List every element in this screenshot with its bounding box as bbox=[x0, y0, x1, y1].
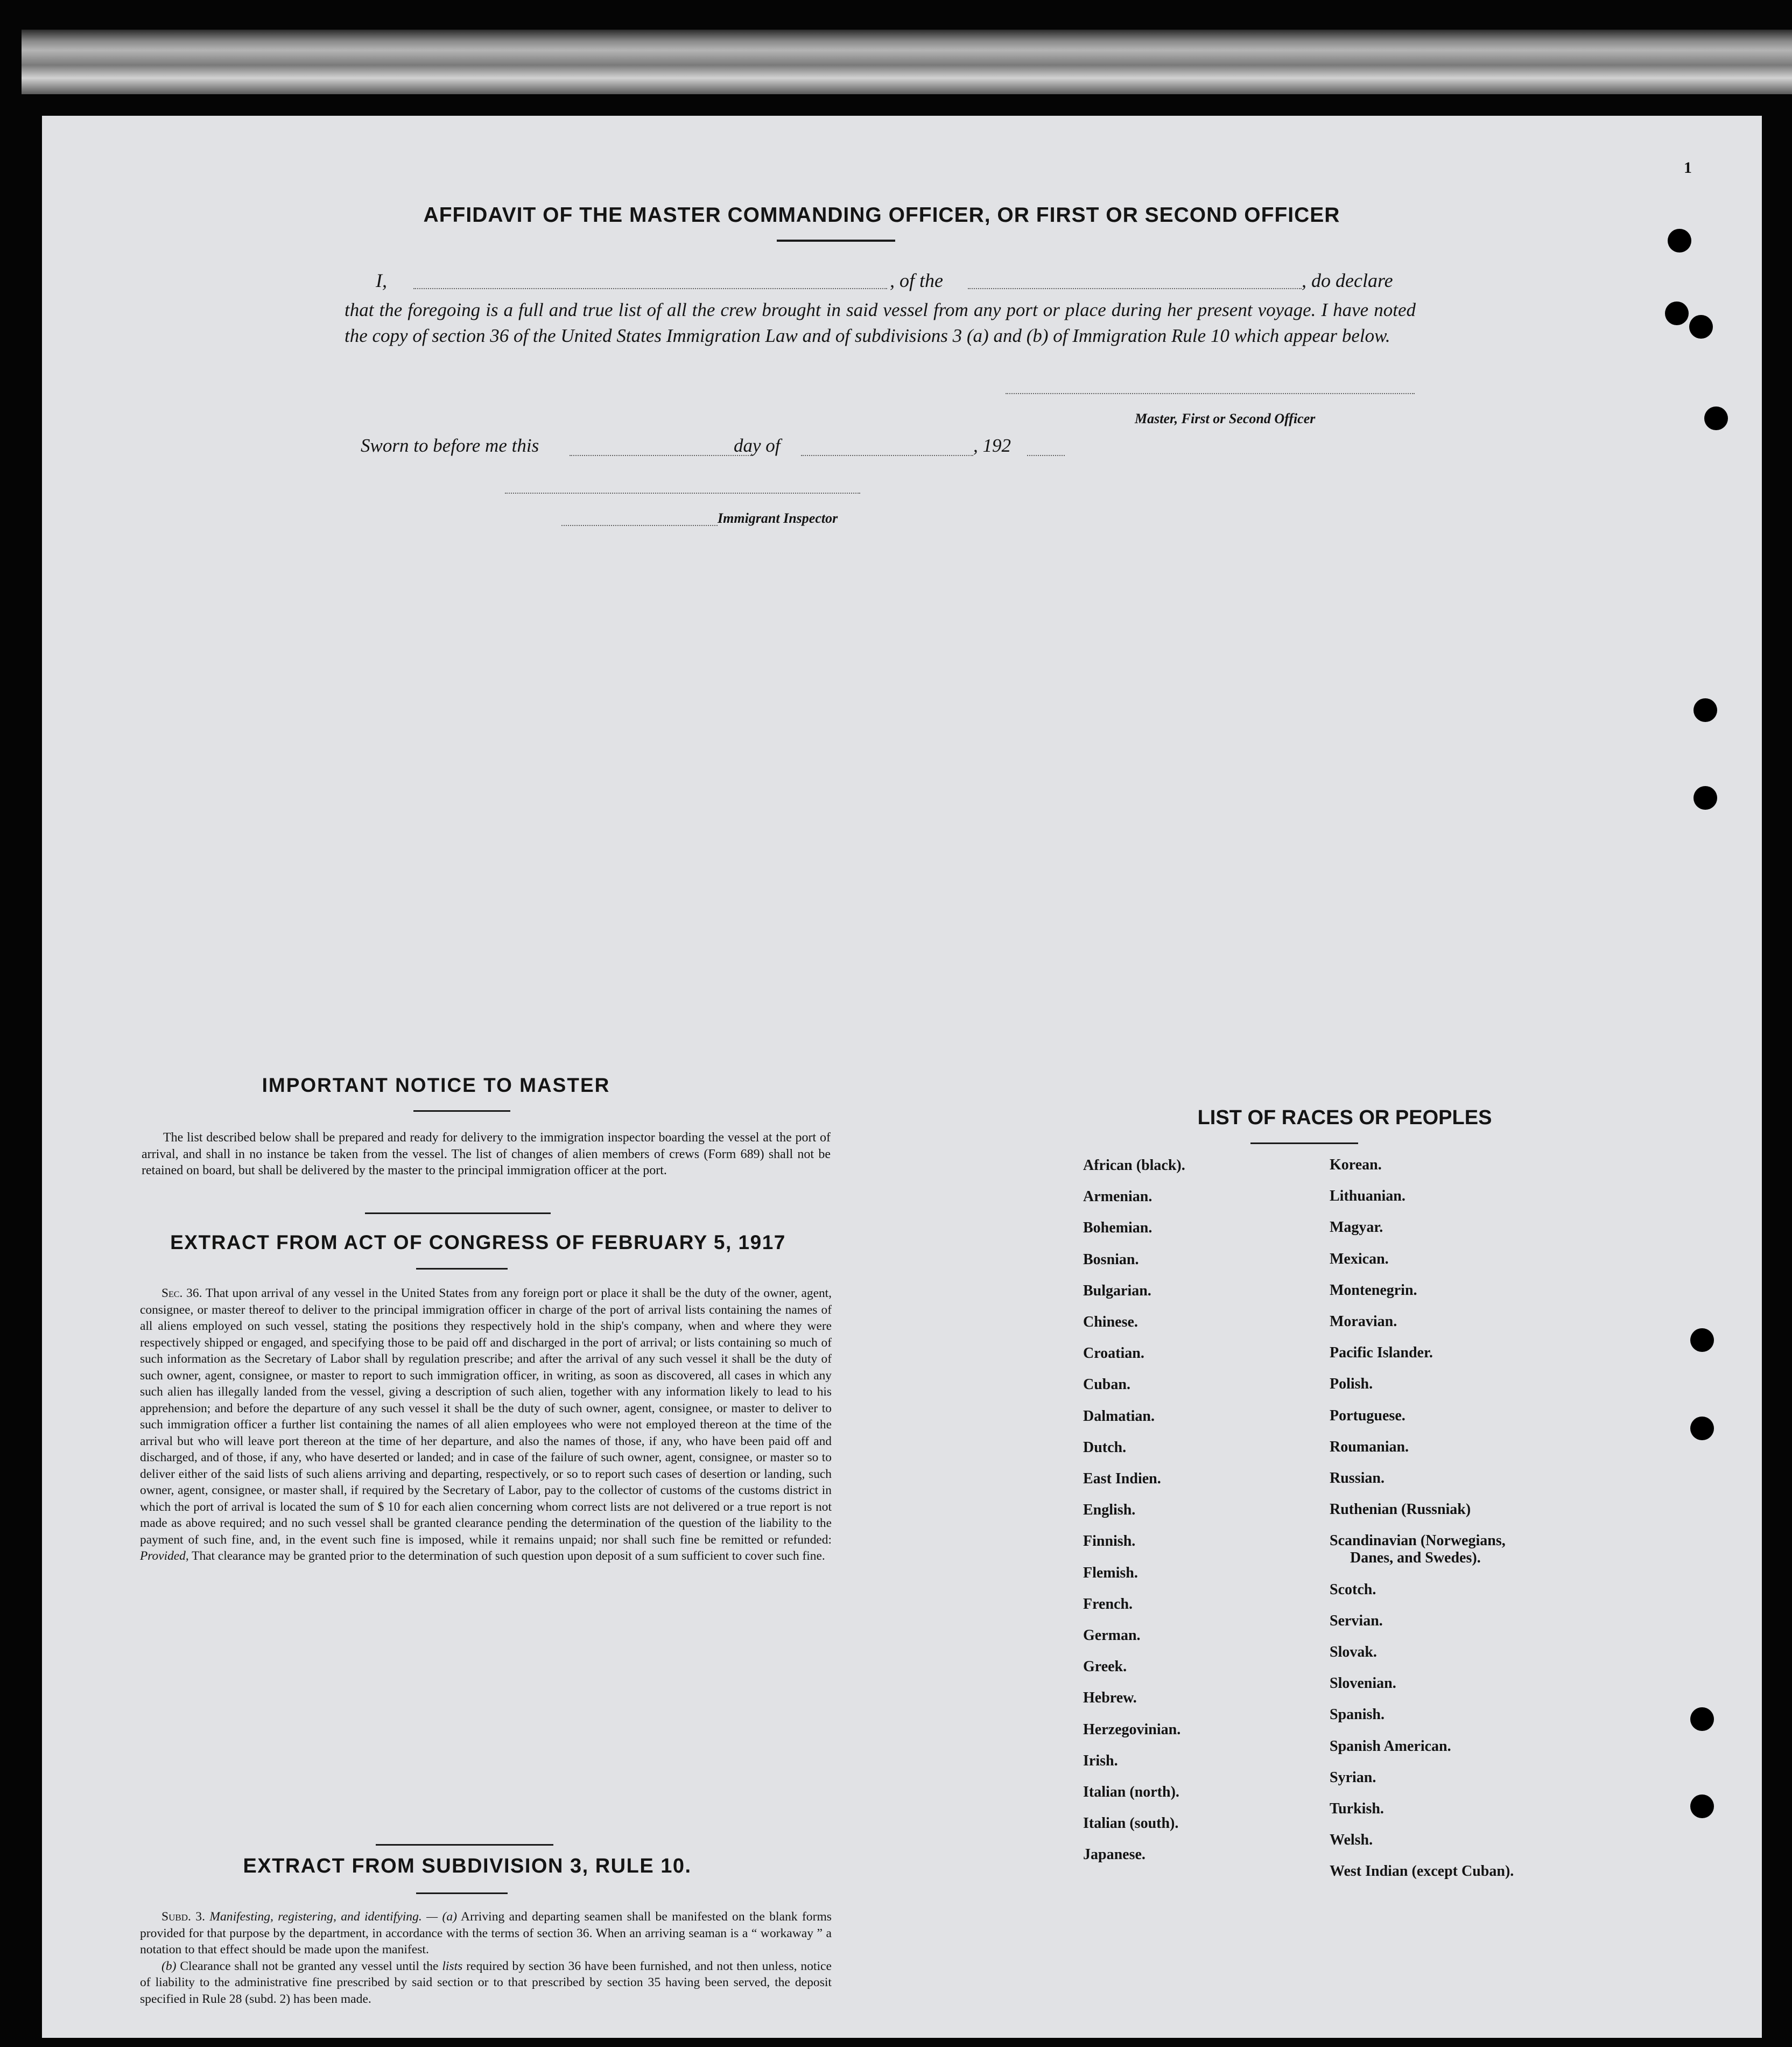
act-tail: That clearance may be granted prior to the determination of such question upon deposit of a sum sufficient to cover such fine. bbox=[192, 1549, 825, 1563]
subd-heading: Manifesting, registering, and identifying. — (a) bbox=[209, 1910, 457, 1924]
race-item: Armenian. bbox=[1083, 1188, 1152, 1205]
race-item: Turkish. bbox=[1330, 1800, 1384, 1817]
punch-hole bbox=[1690, 1328, 1714, 1352]
race-item: Syrian. bbox=[1330, 1769, 1376, 1786]
title-rule bbox=[777, 240, 895, 242]
act-title: EXTRACT FROM ACT OF CONGRESS OF FEBRUARY 5, 1917 bbox=[170, 1231, 786, 1253]
race-item: Herzegovinian. bbox=[1083, 1721, 1181, 1738]
races-title: LIST OF RACES OR PEOPLES bbox=[1197, 1106, 1492, 1129]
affidavit-pronoun: I, bbox=[376, 270, 387, 291]
race-item: Japanese. bbox=[1083, 1846, 1146, 1863]
affidavit-body: that the foregoing is a full and true list of all the crew brought in said vessel from any port or place during her present voyage. I have noted the copy of section 36 of the United States Immigration Law and of subdivisions 3 (a) and (b) of Immigration Rule 10 which appear below. bbox=[345, 299, 1416, 346]
sworn-text: Sworn to before me this bbox=[361, 435, 539, 456]
vessel-blank bbox=[968, 288, 1302, 289]
rule-text bbox=[140, 1909, 832, 2007]
subd-a-text: Arriving and departing seamen shall be manifested on the blank forms provided for that purpose by the department, in accordance with the terms of section 36. When an arriving seaman is a “ workaway ” a notation to that effect should be made upon the manifest. bbox=[140, 1910, 832, 1957]
race-item: Flemish. bbox=[1083, 1564, 1138, 1581]
of-the-text: , of the bbox=[890, 270, 943, 291]
document-page bbox=[42, 116, 1762, 2038]
race-item: Hebrew. bbox=[1083, 1690, 1137, 1707]
race-item: Spanish. bbox=[1330, 1706, 1385, 1723]
race-item: Polish. bbox=[1330, 1376, 1373, 1393]
race-item: Moravian. bbox=[1330, 1313, 1397, 1330]
year-text: , 192 bbox=[973, 435, 1011, 456]
race-item: Italian (north). bbox=[1083, 1784, 1179, 1800]
film-edge-strip bbox=[22, 30, 1792, 94]
page-mark: 1 bbox=[1684, 159, 1692, 177]
race-item: Roumanian. bbox=[1330, 1438, 1409, 1455]
notice-title: IMPORTANT NOTICE TO MASTER bbox=[262, 1074, 610, 1096]
notice-text bbox=[142, 1130, 831, 1179]
race-item: East Indien. bbox=[1083, 1470, 1161, 1487]
race-item: Cuban. bbox=[1083, 1376, 1130, 1393]
race-item: Italian (south). bbox=[1083, 1815, 1179, 1832]
race-item: German. bbox=[1083, 1627, 1141, 1644]
name-blank bbox=[413, 288, 887, 289]
race-item: Montenegrin. bbox=[1330, 1281, 1417, 1299]
notice-paragraph: The list described below shall be prepared and ready for delivery to the immigration inspector boarding the vessel at the port of arrival, and shall in no instance be taken from the vessel. The list of changes of alien members of crews (Form 689) shall not be retained on board, but shall be delivered by the master to the principal immigration officer at the port. bbox=[142, 1131, 831, 1177]
affidavit-title: AFFIDAVIT OF THE MASTER COMMANDING OFFICER, OR FIRST OR SECOND OFFICER bbox=[423, 204, 1340, 227]
inspector-lead-line bbox=[561, 525, 718, 526]
provided-label: Provided, bbox=[140, 1549, 189, 1563]
race-item: Dalmatian. bbox=[1083, 1407, 1155, 1425]
punch-hole bbox=[1690, 1417, 1714, 1440]
race-item: Spanish American. bbox=[1330, 1737, 1451, 1755]
sec-label: Sec. 36. bbox=[161, 1286, 202, 1300]
act-body: That upon arrival of any vessel in the United States from any foreign port or place it shall be the duty of the owner, agent, consignee, or master thereof to deliver to the principal immigration officer in charge of the port of arrival lists containing the names of all aliens employed on such vessel, stating the positions they respectively hold in the ship's company, when and where they were respectively shipped or engaged, and specifying those to be paid off and discharged in the port of arrival; or lists containing so much of such information as the Secretary of Labor shall by regulation prescribe; and after the arrival of any such vessel it shall be the duty of such owner, agent, consignee, or master to report to such immigration officer, in writing, as soon as discovered, all cases in which any such alien has illegally landed from the vessel, giving a description of such alien, together with any information likely to lead to his apprehension; and before the departure of any such vessel it shall be the duty of such owner, agent, consignee, or master to deliver to such immigration officer a further list containing the names of all alien employees who were not employed thereon at the time of the arrival but who will leave port thereon at the time of her departure, and also the names of those, if any, who have been paid off and discharged, and of those, if any, who have deserted or landed; and in case of the failure of such owner, agent, consignee, or master so to deliver either of the said lists of such aliens arriving and departing, respectively, or so to report such cases of desertion or landing, such owner, agent, consignee, or master shall, if required by the Secretary of Labor, pay to the collector of customs of the customs district in which the port of arrival is located the sum of $ 10 for each alien concerning whom correct lists are not delivered or a true report is not made as above required; and no such vessel shall be granted clearance pending the determination of the question of the liability to the payment of such fine, and, in the event such fine is imposed, while it remains unpaid; nor shall such fine be remitted or refunded: bbox=[140, 1286, 832, 1547]
punch-hole bbox=[1665, 302, 1689, 325]
notice-rule bbox=[413, 1110, 510, 1112]
day-of-text: day of bbox=[734, 435, 781, 456]
rule-paragraph-b bbox=[140, 1958, 832, 2008]
master-signature-line bbox=[1006, 393, 1415, 394]
race-item: Dutch. bbox=[1083, 1439, 1127, 1456]
race-item: Servian. bbox=[1330, 1612, 1383, 1629]
declare-text: , do declare bbox=[1302, 270, 1393, 291]
race-item: Bosnian. bbox=[1083, 1251, 1139, 1268]
punch-hole bbox=[1668, 229, 1691, 253]
act-text bbox=[140, 1285, 832, 1565]
rule-rule bbox=[416, 1892, 508, 1894]
act-rule bbox=[416, 1268, 508, 1270]
year-blank bbox=[1027, 455, 1065, 456]
act-end-rule bbox=[376, 1844, 553, 1846]
race-item: Chinese. bbox=[1083, 1314, 1138, 1330]
race-item: Croatian. bbox=[1083, 1345, 1144, 1362]
race-item: French. bbox=[1083, 1595, 1133, 1613]
race-item: Pacific Islander. bbox=[1330, 1344, 1433, 1362]
punch-hole bbox=[1690, 1794, 1714, 1818]
subd-b-lists: lists bbox=[442, 1959, 463, 1973]
act-paragraph bbox=[140, 1285, 832, 1565]
race-item: Ruthenian (Russniak) bbox=[1330, 1501, 1471, 1518]
race-item: Lithuanian. bbox=[1330, 1188, 1406, 1205]
race-item: Danes, and Swedes). bbox=[1350, 1550, 1481, 1567]
day-blank bbox=[570, 455, 753, 456]
races-rule bbox=[1250, 1142, 1358, 1144]
race-item: Slovak. bbox=[1330, 1644, 1377, 1660]
subd-label: Subd. 3. bbox=[161, 1910, 205, 1924]
punch-hole bbox=[1689, 315, 1713, 339]
race-item: Scandinavian (Norwegians, bbox=[1330, 1532, 1506, 1550]
race-item: Bulgarian. bbox=[1083, 1282, 1151, 1299]
inspector-label: Immigrant Inspector bbox=[718, 510, 838, 526]
race-item: Bohemian. bbox=[1083, 1219, 1152, 1237]
race-item: Korean. bbox=[1330, 1156, 1382, 1173]
subd-b-label: (b) bbox=[161, 1959, 177, 1973]
punch-hole bbox=[1693, 698, 1717, 722]
race-item: Russian. bbox=[1330, 1470, 1385, 1487]
punch-hole bbox=[1704, 406, 1728, 430]
race-item: Irish. bbox=[1083, 1752, 1118, 1769]
race-item: Magyar. bbox=[1330, 1219, 1383, 1236]
race-item: African (black). bbox=[1083, 1157, 1185, 1174]
inspector-signature-line bbox=[505, 493, 860, 494]
master-label: Master, First or Second Officer bbox=[1135, 411, 1316, 426]
race-item: English. bbox=[1083, 1502, 1136, 1519]
race-item: Finnish. bbox=[1083, 1533, 1136, 1550]
punch-hole bbox=[1693, 786, 1717, 810]
race-item: Scotch. bbox=[1330, 1581, 1376, 1598]
race-item: Mexican. bbox=[1330, 1250, 1389, 1267]
rule-title: EXTRACT FROM SUBDIVISION 3, RULE 10. bbox=[243, 1855, 692, 1877]
punch-hole bbox=[1690, 1707, 1714, 1731]
race-item: Slovenian. bbox=[1330, 1675, 1396, 1692]
rule-paragraph-a bbox=[140, 1909, 832, 1958]
month-blank bbox=[801, 455, 973, 456]
subd-b-text-2: required by section 36 have been furnished, and not then unless, notice of liability to the administrative fine prescribed by said section or to that prescribed by section 35 having been served, the deposit specified in Rule 28 (subd. 2) has been made. bbox=[140, 1959, 832, 2006]
race-item: West Indian (except Cuban). bbox=[1330, 1863, 1514, 1880]
race-item: Portuguese. bbox=[1330, 1407, 1406, 1424]
race-item: Greek. bbox=[1083, 1658, 1127, 1676]
notice-end-rule bbox=[365, 1212, 551, 1214]
subd-b-text-1: Clearance shall not be granted any vessel until the bbox=[180, 1959, 439, 1973]
race-item: Welsh. bbox=[1330, 1832, 1373, 1849]
